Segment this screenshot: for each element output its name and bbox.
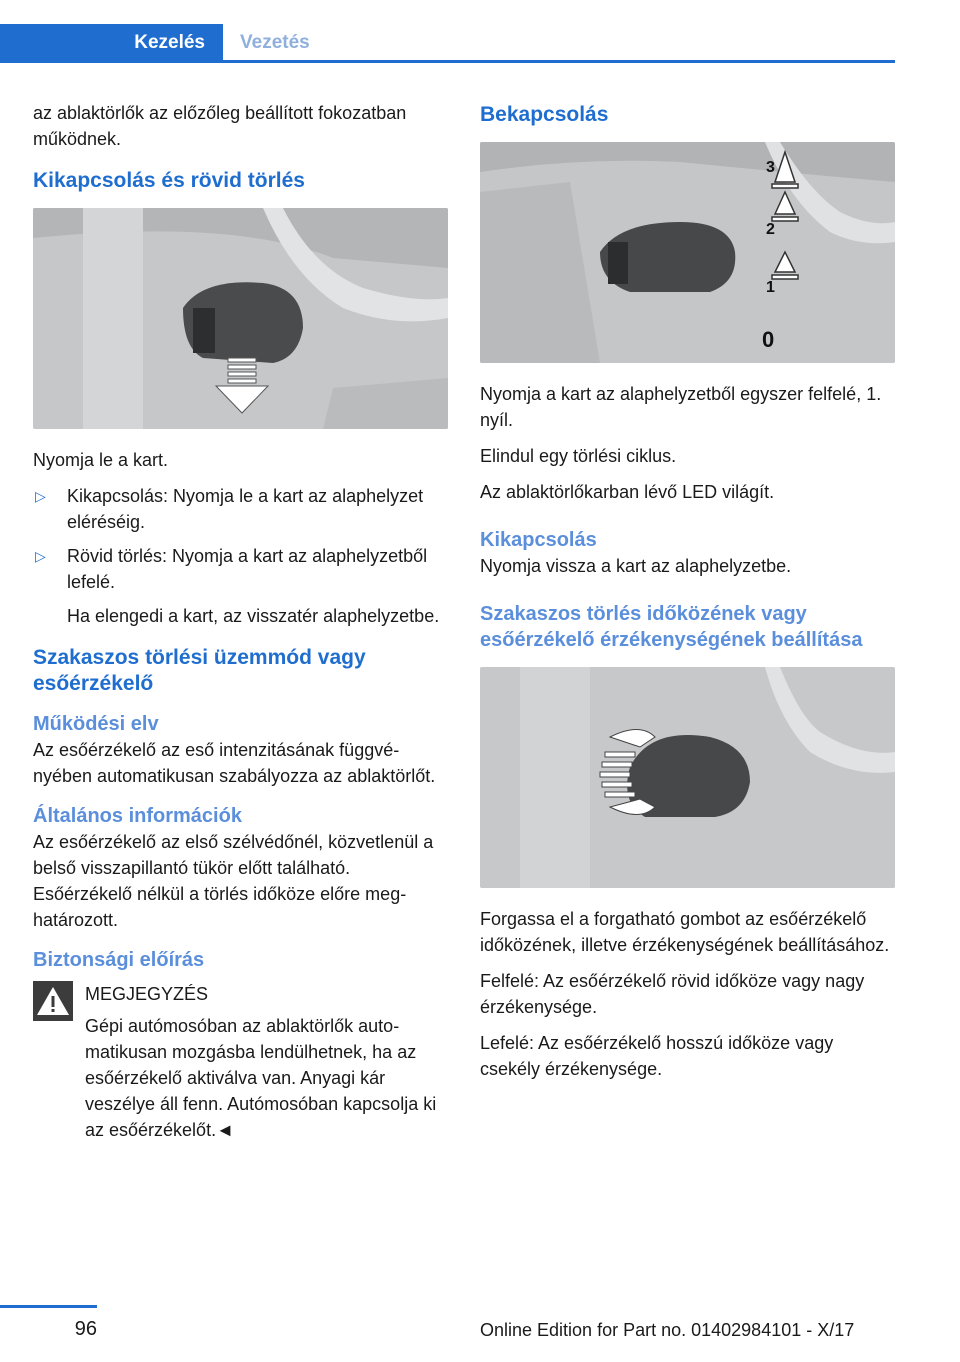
warning-block — [33, 981, 448, 1143]
heading-general-info: Általános információk — [33, 805, 242, 827]
off-text: Nyomja vissza a kart az alaphelyzetbe. — [480, 556, 792, 576]
heading-principle: Működési elv — [33, 713, 159, 735]
heading-on: Bekapcsolás — [480, 103, 609, 126]
heading-interval-mode: Szakaszos törlési üzemmód vagy esőérzékelő — [33, 646, 366, 695]
bullet-text: Rövid törlés: Nyomja a kart az alaphelyzetből lefelé. — [67, 546, 428, 592]
principle-text: Az esőérzékelő az eső intenzitásának függvényében automatikusan szabályozza az ablaktörlőt. — [33, 740, 436, 786]
fig-label-2: 2 — [766, 221, 775, 238]
tab-vezetes[interactable]: Vezetés — [240, 32, 310, 53]
heading-off: Kikapcsolás — [480, 529, 597, 551]
tab-kezeles[interactable]: Kezelés — [0, 24, 223, 60]
note-text-content: Gépi autómosóban az ablaktörlők automatikusan mozgásba lendülhetnek, ha az esőérzékelő aktiválva van. Anyagi kár veszélye áll fenn. Autómosóban kapcsolja ki az esőérzékelőt.◄ — [85, 1016, 437, 1140]
bullet-text: Kikapcsolás: Nyomja le a kart az alaphelyzet eléréséig. — [67, 486, 424, 532]
chapter-tabs — [0, 24, 895, 63]
adjust-text-1: Forgassa el a forgatható gombot az esőérzékelő időközének, illetve érzékenységének beállításához. — [480, 909, 890, 955]
on-text-1: Nyomja a kart az alaphelyzetből egyszer felfelé, 1. nyíl. — [480, 384, 882, 430]
intro-text: az ablaktörlők az előzőleg beállított fokozatban működnek. — [33, 103, 407, 149]
right-column — [480, 100, 895, 1092]
figure-knob-rotate — [480, 667, 895, 888]
on-text-2: Elindul egy törlési ciklus. — [480, 446, 677, 466]
heading-off-short-wipe: Kikapcsolás és rövid törlés — [33, 169, 305, 192]
adjust-text-3: Lefelé: Az esőérzékelő hosszú időköze vagy csekély érzékenysége. — [480, 1033, 834, 1079]
fig-label-1: 1 — [766, 279, 775, 296]
press-down-text: Nyomja le a kart. — [33, 450, 169, 470]
note-label: MEGJEGYZÉS — [85, 984, 209, 1004]
heading-adjust: Szakaszos törlés időközének vagy esőérzékelő érzékenységének beállítása — [480, 603, 863, 651]
on-text-3: Az ablaktörlőkarban lévő LED világít. — [480, 482, 775, 502]
general-text: Az esőérzékelő az első szélvédőnél, közvetlenül a belső visszapillantó tükör előtt található. Esőérzékelő nélkül a törlés időköze előre meghatározott. — [33, 832, 434, 930]
edition-text: Online Edition for Part no. 01402984101 - X/17 — [480, 1320, 855, 1340]
bullet-list — [33, 483, 448, 629]
figure-lever-down — [33, 208, 448, 429]
triangle-bullet-icon: ▷ — [35, 488, 46, 504]
triangle-bullet-icon: ▷ — [35, 548, 46, 564]
fig-label-3: 3 — [766, 159, 775, 176]
list-item — [33, 543, 448, 629]
warning-icon — [33, 981, 73, 1021]
bullet-subtext: Ha elengedi a kart, az visszatér alaphelyzetbe. — [67, 606, 440, 626]
fig-label-0: 0 — [762, 327, 775, 352]
page-number: 96 — [74, 1318, 97, 1340]
note-text — [85, 1013, 448, 1143]
heading-safety: Biztonsági előírás — [33, 949, 205, 971]
figure-lever-up — [480, 142, 895, 363]
footer-rule — [0, 1305, 97, 1308]
adjust-text-2: Felfelé: Az esőérzékelő rövid időköze vagy nagy érzékenysége. — [480, 971, 865, 1017]
left-column — [33, 100, 448, 1149]
list-item — [33, 483, 448, 535]
